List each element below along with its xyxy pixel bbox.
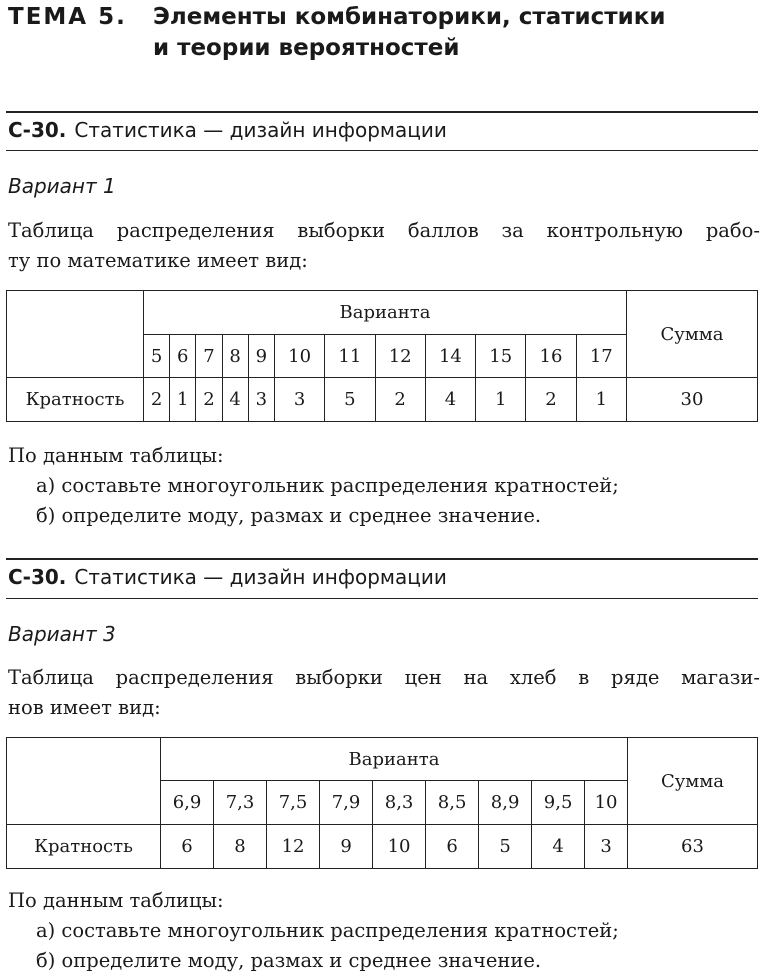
variant-cell: 8 [222,335,248,378]
table-sum-header: Сумма [627,291,758,378]
section-1-heading [8,118,447,142]
variant-cell: 8,5 [426,781,479,825]
section-2-intro-line-2: нов имеет вид: [8,696,161,719]
variant-cell: 9 [248,335,274,378]
count-cell: 2 [526,378,576,422]
count-cell: 4 [425,378,475,422]
variant-cell: 5 [144,335,170,378]
count-cell: 1 [576,378,626,422]
count-cell: 10 [373,825,426,869]
count-cell: 8 [214,825,267,869]
section-1-variant: Вариант 1 [8,174,116,198]
count-cell: 3 [248,378,274,422]
topic-title-line-1: Элементы комбинаторики, статистики [153,4,666,30]
section-2-code: С-30. [8,565,67,589]
variant-cell: 14 [425,335,475,378]
count-cell: 4 [222,378,248,422]
count-cell: 6 [426,825,479,869]
table-count-row [7,378,758,422]
section-2-distribution-table [6,737,758,869]
variant-cell: 16 [526,335,576,378]
variant-cell: 10 [274,335,324,378]
count-cell: 1 [476,378,526,422]
section-1-distribution-table [6,290,758,422]
section-2-tasks [8,886,760,976]
table-variant-group-header: Варианта [161,738,628,781]
table-row-label: Кратность [7,825,161,869]
count-cell: 1 [170,378,196,422]
variant-cell: 12 [375,335,425,378]
table-count-row [7,825,758,869]
count-cell: 2 [196,378,222,422]
section-2-bottom-rule [6,598,758,599]
variant-cell: 7 [196,335,222,378]
section-2-variant: Вариант 3 [8,622,116,646]
count-cell: 9 [320,825,373,869]
variant-cell: 7,5 [267,781,320,825]
variant-cell: 6,9 [161,781,214,825]
variant-cell: 7,9 [320,781,373,825]
variant-cell: 15 [476,335,526,378]
section-2-intro [8,663,760,723]
variant-cell: 8,3 [373,781,426,825]
section-2-task-a: а) составьте многоугольник распределения кратностей; [36,919,619,942]
section-1-tasks [8,441,760,531]
table-corner-cell [7,738,161,825]
topic-title [153,2,665,64]
section-2-title: Статистика — дизайн информации [74,565,447,589]
topic-header [8,2,758,68]
table-row-label: Кратность [7,378,144,422]
section-1-intro-line-2: ту по математике имеет вид: [8,249,308,272]
variant-cell: 6 [170,335,196,378]
count-cell: 12 [267,825,320,869]
topic-title-line-2: и теории вероятностей [153,35,460,61]
section-1-task-b: б) определите моду, размах и среднее значение. [36,504,542,527]
count-cell: 2 [144,378,170,422]
section-1-task-intro: По данным таблицы: [8,444,224,467]
section-1-code: С-30. [8,118,67,142]
table-variant-group-header: Варианта [144,291,627,335]
variant-cell: 17 [576,335,626,378]
count-cell: 4 [532,825,585,869]
table-sum-value: 63 [628,825,758,869]
section-1-top-rule [6,111,758,113]
count-cell: 3 [274,378,324,422]
section-1-task-a: а) составьте многоугольник распределения кратностей; [36,474,619,497]
section-1-bottom-rule [6,150,758,151]
section-2-intro-line-1: Таблица распределения выборки цен на хлеб в ряде магази- [8,666,760,689]
section-2-task-intro: По данным таблицы: [8,889,224,912]
section-2-heading [8,565,447,589]
variant-cell: 9,5 [532,781,585,825]
count-cell: 5 [325,378,375,422]
variant-cell: 7,3 [214,781,267,825]
count-cell: 5 [479,825,532,869]
section-1-intro-line-1: Таблица распределения выборки баллов за контрольную рабо- [8,219,760,242]
count-cell: 2 [375,378,425,422]
topic-label: ТЕМА 5. [8,4,127,30]
table-corner-cell [7,291,144,378]
variant-cell: 10 [585,781,628,825]
section-2-top-rule [6,558,758,560]
count-cell: 3 [585,825,628,869]
count-cell: 6 [161,825,214,869]
section-1-intro [8,216,760,276]
section-1-title: Статистика — дизайн информации [74,118,447,142]
variant-cell: 8,9 [479,781,532,825]
variant-cell: 11 [325,335,375,378]
table-sum-header: Сумма [628,738,758,825]
table-sum-value: 30 [627,378,758,422]
section-2-task-b: б) определите моду, размах и среднее значение. [36,949,542,972]
